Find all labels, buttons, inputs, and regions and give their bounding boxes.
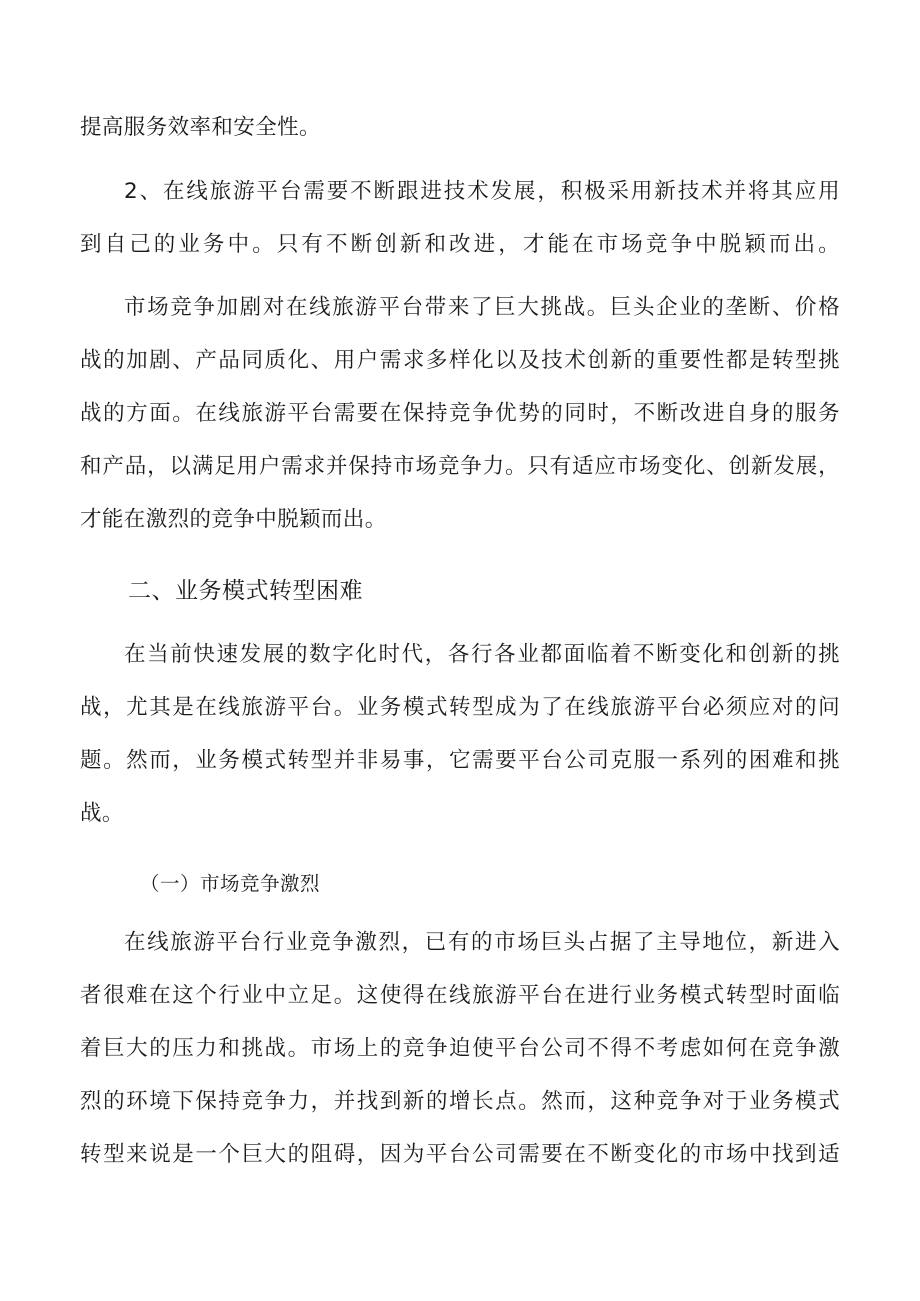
- paragraph-line: 者很难在这个行业中立足。这使得在线旅游平台在进行业务模式转型时面临: [80, 983, 840, 1008]
- paragraph-line: 战，尤其是在线旅游平台。业务模式转型成为了在线旅游平台必须应对的问: [80, 695, 840, 720]
- paragraph-line: 战的加剧、产品同质化、用户需求多样化以及技术创新的重要性都是转型挑: [80, 348, 840, 373]
- paragraph-line: 战。: [80, 801, 124, 826]
- paragraph-line: 烈的环境下保持竞争力，并找到新的增长点。然而，这种竞争对于业务模式: [80, 1089, 840, 1114]
- paragraph-line: 提高服务效率和安全性。: [80, 115, 321, 140]
- paragraph-line: 在当前快速发展的数字化时代，各行各业都面临着不断变化和创新的挑: [124, 642, 840, 667]
- paragraph-line: 在线旅游平台行业竞争激烈，已有的市场巨头占据了主导地位，新进入: [124, 930, 840, 955]
- section-heading: 二、业务模式转型困难: [128, 578, 363, 604]
- paragraph-line: 到自己的业务中。只有不断创新和改进，才能在市场竞争中脱颖而出。: [80, 232, 840, 257]
- paragraph-line: 转型来说是一个巨大的阻碍，因为平台公司需要在不断变化的市场中找到适: [80, 1142, 840, 1167]
- paragraph-line: 市场竞争加剧对在线旅游平台带来了巨大挑战。巨头企业的垄断、价格: [124, 295, 840, 320]
- paragraph-line: 才能在激烈的竞争中脱颖而出。: [80, 507, 387, 532]
- paragraph-line: 题。然而，业务模式转型并非易事，它需要平台公司克服一系列的困难和挑: [80, 748, 840, 773]
- paragraph-line: 战的方面。在线旅游平台需要在保持竞争优势的同时，不断改进自身的服务: [80, 401, 840, 426]
- paragraph-line: 着巨大的压力和挑战。市场上的竞争迫使平台公司不得不考虑如何在竞争激: [80, 1036, 840, 1061]
- paragraph-line: 2、在线旅游平台需要不断跟进技术发展，积极采用新技术并将其应用: [124, 179, 840, 204]
- paragraph-line: 和产品，以满足用户需求并保持市场竞争力。只有适应市场变化、创新发展，: [80, 454, 840, 479]
- sub-heading: （一）市场竞争激烈: [140, 872, 321, 895]
